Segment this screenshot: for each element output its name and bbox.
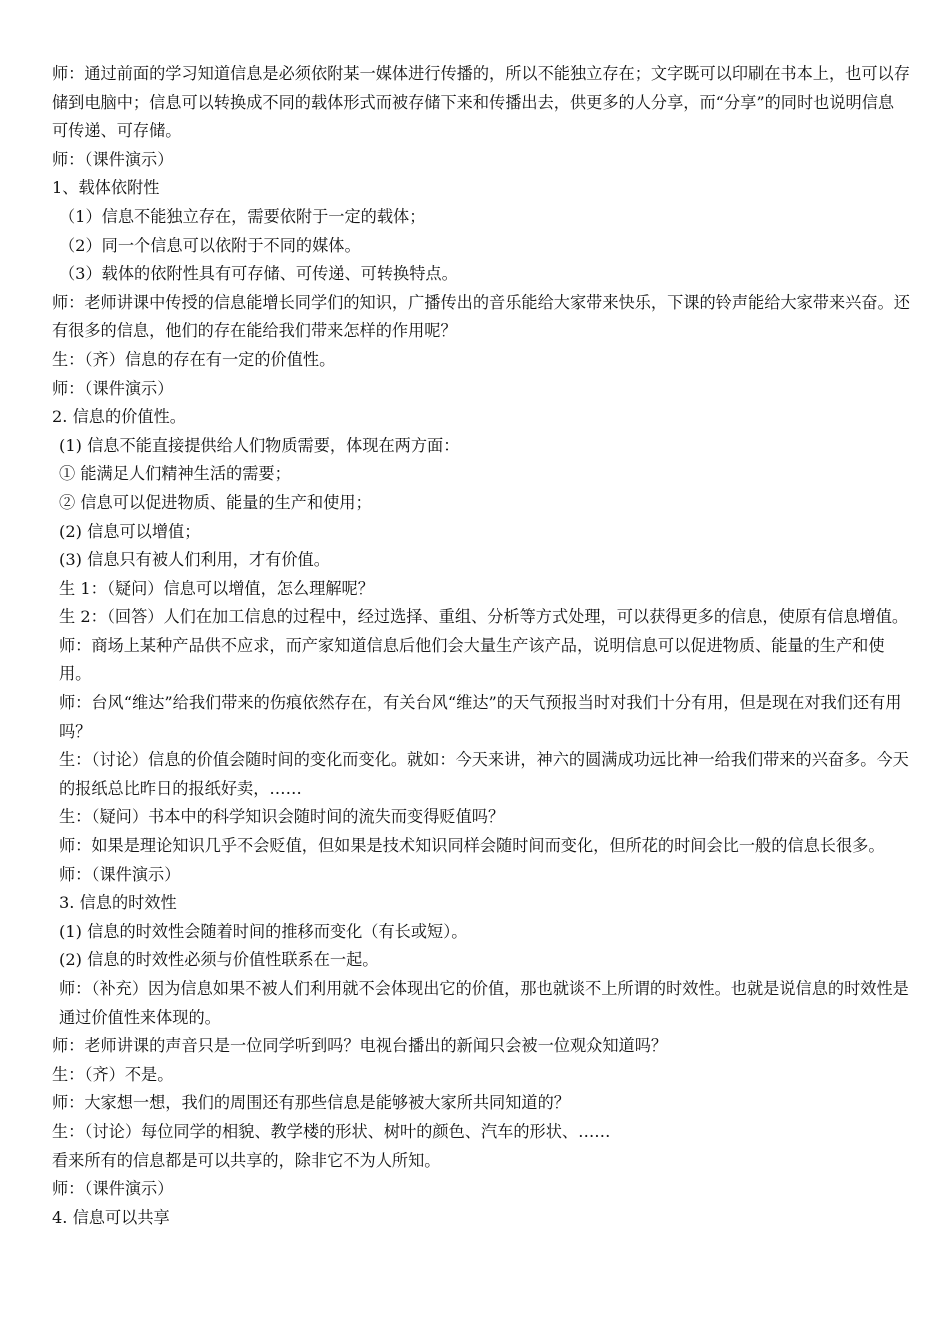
section-heading: 4. 信息可以共享: [52, 1207, 170, 1227]
list-item: （2）同一个信息可以依附于不同的媒体。: [59, 235, 361, 255]
list-item: ② 信息可以促进物质、能量的生产和使用；: [59, 492, 372, 512]
list-item: (2) 信息的时效性必须与价值性联系在一起。: [59, 950, 379, 970]
paragraph: 师：（课件演示）: [52, 1179, 174, 1199]
paragraph: 师：如果是理论知识几乎不会贬值，但如果是技术知识同样会随时间而变化，但所花的时间会比一般的信息长很多。: [59, 836, 885, 856]
paragraph: 生：（讨论）每位同学的相貌、教学楼的形状、树叶的颜色、汽车的形状、……: [52, 1121, 611, 1141]
paragraph: 生 1：（疑问）信息可以增值，怎么理解呢？: [59, 578, 374, 598]
list-item: （1）信息不能独立存在，需要依附于一定的载体；: [59, 206, 426, 226]
paragraph: 看来所有的信息都是可以共享的，除非它不为人所知。: [52, 1150, 441, 1170]
section-heading: 1、载体依附性: [52, 178, 160, 198]
paragraph: 师：老师讲课中传授的信息能增长同学们的知识，广播传出的音乐能给大家带来快乐，下课的铃声能给大家带来兴奋。还有很多的信息，他们的存在能给我们带来怎样的作用呢？: [52, 292, 910, 341]
paragraph: 师：通过前面的学习知道信息是必须依附某一媒体进行传播的，所以不能独立存在；文字既可以印刷在书本上，也可以存储到电脑中；信息可以转换成不同的载体形式而被存储下来和传播出去，供更多的人分享，而“分享”的同时也说明信息可传递、可存储。: [52, 64, 910, 141]
paragraph: 师：（课件演示）: [52, 378, 174, 398]
list-item: (2) 信息可以增值；: [59, 521, 201, 541]
section-heading: 3. 信息的时效性: [59, 893, 177, 913]
list-item: (3) 信息只有被人们利用，才有价值。: [59, 550, 330, 570]
paragraph: 师：老师讲课的声音只是一位同学听到吗？电视台播出的新闻只会被一位观众知道吗？: [52, 1036, 668, 1056]
paragraph: 生 2：（回答）人们在加工信息的过程中，经过选择、重组、分析等方式处理，可以获得更多的信息，使原有信息增值。: [59, 607, 909, 627]
paragraph: 生：（讨论）信息的价值会随时间的变化而变化。就如：今天来讲，神六的圆满成功远比神一给我们带来的兴奋多。今天的报纸总比昨日的报纸好卖，……: [59, 750, 909, 798]
paragraph: 师：（课件演示）: [59, 864, 181, 884]
paragraph: 师：大家想一想，我们的周围还有那些信息是能够被大家所共同知道的？: [52, 1093, 570, 1113]
paragraph: 生：（疑问）书本中的科学知识会随时间的流失而变得贬值吗？: [59, 807, 505, 827]
section-heading: 2. 信息的价值性。: [52, 407, 186, 427]
paragraph: 师：商场上某种产品供不应求，而产家知道信息后他们会大量生产该产品，说明信息可以促进物质、能量的生产和使用。: [59, 635, 885, 684]
paragraph: 生：（齐）信息的存在有一定的价值性。: [52, 349, 336, 369]
list-item: (1) 信息的时效性会随着时间的推移而变化（有长或短）。: [59, 921, 468, 941]
paragraph: 生：（齐）不是。: [52, 1064, 174, 1084]
paragraph: 师：台风“维达”给我们带来的伤痕依然存在，有关台风“维达”的天气预报当时对我们十分有用，但是现在对我们还有用吗？: [59, 693, 902, 741]
list-item: ① 能满足人们精神生活的需要；: [59, 464, 291, 484]
list-item: (1) 信息不能直接提供给人们物质需要，体现在两方面：: [59, 435, 460, 455]
paragraph: 师：（课件演示）: [52, 149, 174, 169]
paragraph: 师：（补充）因为信息如果不被人们利用就不会体现出它的价值，那也就谈不上所谓的时效性。也就是说信息的时效性是通过价值性来体现的。: [59, 979, 909, 1027]
list-item: （3）载体的依附性具有可存储、可传递、可转换特点。: [59, 264, 458, 284]
